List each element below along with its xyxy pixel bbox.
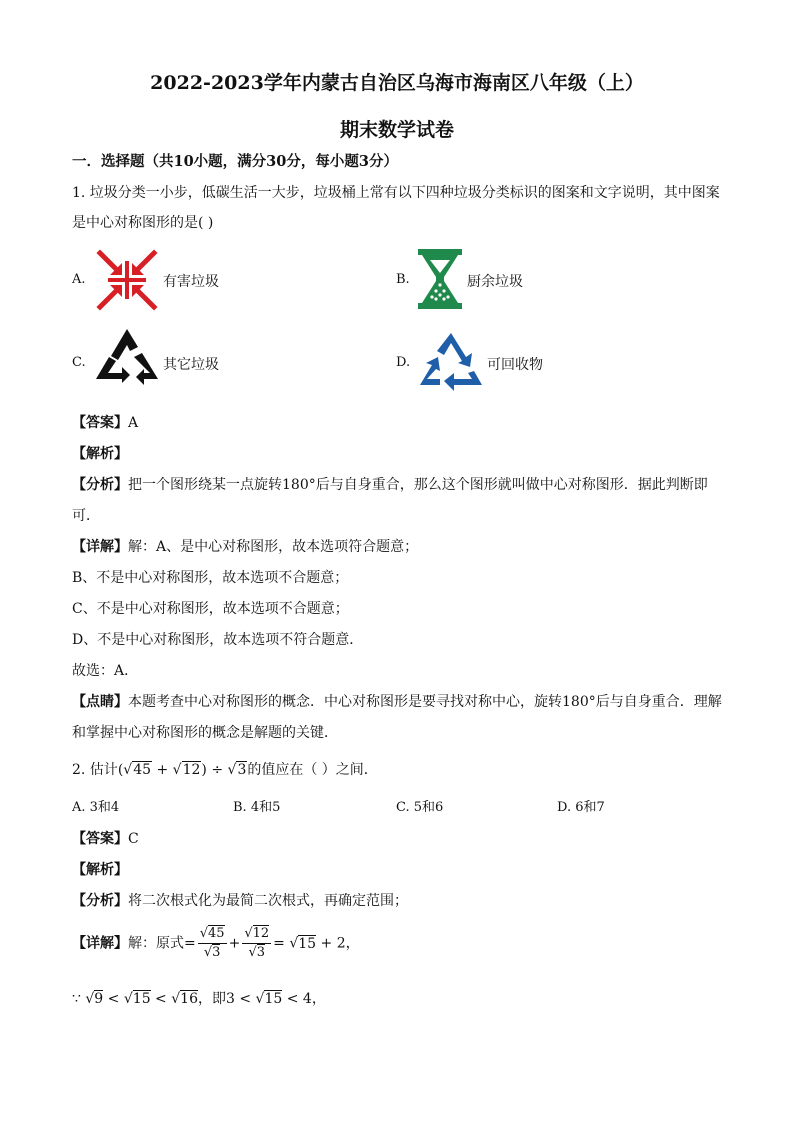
simplified-result: = √15 + 2: [273, 935, 346, 952]
option-a-letter: A.: [72, 272, 86, 287]
section-heading: 一．选择题（共10小题，满分30分，每小题3分）: [72, 153, 398, 170]
dianjing-tag: 【点睛】: [72, 694, 128, 710]
q1-answer: [72, 412, 138, 432]
q2-stem-post: 的值应在（ ）之间．: [247, 762, 378, 778]
q1-dianjing-line2: 和掌握中心对称图形的概念是解题的关键．: [72, 725, 338, 741]
q1-fenxi-line1: [72, 474, 708, 494]
option-a-label: 有害垃圾: [163, 274, 219, 290]
q1-line-b: B、不是中心对称图形，故本选项不合题意；: [72, 570, 349, 586]
fraction-sqrt45-over-sqrt3: $\frac{√45}{√3}$: [199, 926, 225, 960]
fenxi-tag: 【分析】: [72, 477, 128, 493]
q2-inequality: ∵ √9 < √15 < √16，即3 < √15 < 4，: [72, 991, 326, 1007]
q2-stem-pre: 2. 估计: [72, 762, 118, 778]
q2-choice-b: B. 4和5: [233, 800, 281, 815]
dianjing-text: 本题考查中心对称图形的概念．中心对称图形是要寻找对称中心，旋转180°后与自身重合．理解: [128, 694, 722, 710]
q2-expression: (√45 + √12) ÷ √3: [117, 762, 247, 778]
answer-value: C: [128, 831, 139, 847]
option-b-label: 厨余垃圾: [467, 274, 523, 290]
kitchen-waste-icon: [416, 247, 464, 315]
fenxi-text: 将二次根式化为最简二次根式，再确定范围；: [128, 893, 408, 909]
xiangjie-text: 解：A、是中心对称图形，故本选项符合题意；: [128, 539, 419, 555]
q2-stem: [72, 759, 378, 779]
analysis-tag: 【解析】: [72, 446, 128, 462]
option-b-letter: B.: [396, 272, 410, 287]
xiangjie-tag: 【详解】: [72, 935, 128, 952]
fraction-sqrt12-over-sqrt3: $\frac{√12}{√3}$: [244, 926, 270, 960]
q1-dianjing-line1: [72, 691, 722, 711]
option-d-letter: D.: [396, 355, 411, 370]
q2-choice-c: C. 5和6: [396, 800, 444, 815]
inequality-int: 3 < √15 < 4: [226, 991, 312, 1007]
q1-stem-line2: 是中心对称图形的是( ): [72, 215, 214, 231]
hazardous-waste-icon: [96, 249, 158, 315]
answer-tag: 【答案】: [72, 415, 128, 431]
answer-value: A: [128, 415, 139, 431]
q2-xiangjie: 【详解】解：原式= $\frac{√45}{√3}$ + $\frac{√12}{√3}$ = √15 + 2，: [72, 926, 360, 960]
xiangjie-pre: 解：原式=: [128, 935, 196, 952]
option-c-label: 其它垃圾: [163, 357, 219, 373]
q2-analysis: [72, 859, 128, 879]
xiangjie-tag: 【详解】: [72, 539, 128, 555]
q1-stem-line1: 1. 垃圾分类一小步，低碳生活一大步，垃圾桶上常有以下四种垃圾分类标识的图案和文字说明，其中图案: [72, 185, 720, 201]
q2-choice-d: D. 6和7: [557, 800, 605, 815]
option-d-label: 可回收物: [487, 357, 543, 373]
page-title: 2022-2023学年内蒙古自治区乌海市海南区八年级（上）: [150, 72, 644, 94]
option-c-letter: C.: [72, 355, 86, 370]
q1-guxuan: 故选：A．: [72, 663, 139, 679]
other-waste-icon: [94, 327, 160, 395]
q1-analysis: [72, 443, 128, 463]
q1-line-c: C、不是中心对称图形，故本选项不合题意；: [72, 601, 349, 617]
q2-fenxi: [72, 890, 408, 910]
inequality-sqrt: √9 < √15 < √16: [80, 991, 198, 1007]
q1-fenxi-line2: 可．: [72, 508, 100, 524]
because-symbol: ∵: [72, 991, 81, 1007]
page-subtitle: 期末数学试卷: [339, 119, 454, 141]
fenxi-text: 把一个图形绕某一点旋转180°后与自身重合，那么这个图形就叫做中心对称图形．据此判断即: [128, 477, 708, 493]
analysis-tag: 【解析】: [72, 862, 128, 878]
q2-choice-a: A. 3和4: [72, 800, 120, 815]
recyclable-icon: [418, 331, 484, 395]
fenxi-tag: 【分析】: [72, 893, 128, 909]
q1-xiangjie: [72, 536, 418, 556]
answer-tag: 【答案】: [72, 831, 128, 847]
q2-answer: [72, 828, 139, 848]
q1-line-d: D、不是中心对称图形，故本选项不符合题意．: [72, 632, 364, 648]
